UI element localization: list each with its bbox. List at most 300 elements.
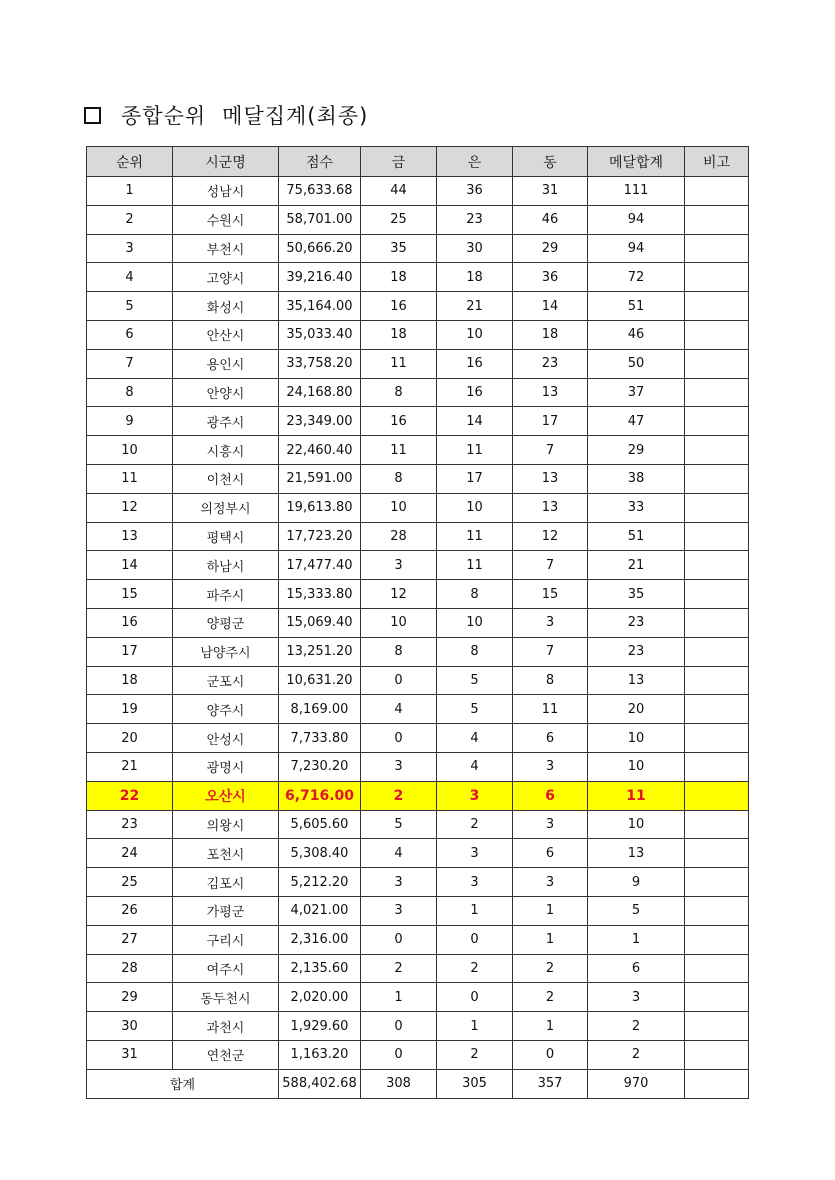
cell-score: 24,168.80 [279, 378, 361, 407]
cell-bronze: 13 [513, 378, 588, 407]
cell-score: 75,633.68 [279, 177, 361, 206]
cell-rank: 25 [87, 868, 173, 897]
cell-note [685, 896, 749, 925]
cell-bronze: 36 [513, 263, 588, 292]
cell-silver: 10 [437, 608, 513, 637]
cell-rank: 9 [87, 407, 173, 436]
cell-silver: 16 [437, 349, 513, 378]
cell-score: 6,716.00 [279, 781, 361, 810]
cell-city: 연천군 [173, 1040, 279, 1069]
cell-city: 고양시 [173, 263, 279, 292]
totals-silver: 305 [437, 1069, 513, 1098]
cell-note [685, 349, 749, 378]
cell-score: 2,316.00 [279, 925, 361, 954]
cell-bronze: 11 [513, 695, 588, 724]
cell-gold: 0 [361, 925, 437, 954]
cell-rank: 10 [87, 436, 173, 465]
table-row [87, 752, 749, 781]
cell-rank: 15 [87, 580, 173, 609]
cell-silver: 2 [437, 810, 513, 839]
cell-gold: 8 [361, 637, 437, 666]
cell-city: 파주시 [173, 580, 279, 609]
cell-bronze: 6 [513, 839, 588, 868]
title-part-ranking: 종합순위 [121, 104, 207, 128]
page-title [84, 97, 368, 133]
cell-bronze: 3 [513, 810, 588, 839]
cell-score: 7,230.20 [279, 752, 361, 781]
cell-note [685, 378, 749, 407]
cell-gold: 28 [361, 522, 437, 551]
cell-bronze: 18 [513, 320, 588, 349]
cell-city: 남양주시 [173, 637, 279, 666]
cell-gold: 4 [361, 839, 437, 868]
cell-note [685, 810, 749, 839]
cell-medal-total: 2 [588, 1012, 685, 1041]
cell-rank: 7 [87, 349, 173, 378]
cell-bronze: 3 [513, 868, 588, 897]
cell-note [685, 320, 749, 349]
cell-medal-total: 38 [588, 464, 685, 493]
cell-rank: 30 [87, 1012, 173, 1041]
header-gold: 금 [361, 147, 437, 177]
cell-rank: 17 [87, 637, 173, 666]
cell-bronze: 2 [513, 954, 588, 983]
table-row [87, 1040, 749, 1069]
cell-silver: 11 [437, 436, 513, 465]
cell-silver: 2 [437, 1040, 513, 1069]
cell-score: 1,929.60 [279, 1012, 361, 1041]
cell-city: 군포시 [173, 666, 279, 695]
cell-city: 이천시 [173, 464, 279, 493]
cell-note [685, 493, 749, 522]
cell-medal-total: 3 [588, 983, 685, 1012]
cell-note [685, 522, 749, 551]
cell-score: 23,349.00 [279, 407, 361, 436]
cell-score: 35,164.00 [279, 292, 361, 321]
cell-gold: 8 [361, 378, 437, 407]
cell-gold: 10 [361, 608, 437, 637]
cell-rank: 20 [87, 724, 173, 753]
table-row [87, 464, 749, 493]
cell-score: 21,591.00 [279, 464, 361, 493]
cell-gold: 3 [361, 868, 437, 897]
cell-rank: 6 [87, 320, 173, 349]
cell-silver: 14 [437, 407, 513, 436]
table-row [87, 205, 749, 234]
cell-silver: 11 [437, 551, 513, 580]
cell-medal-total: 94 [588, 205, 685, 234]
totals-bronze: 357 [513, 1069, 588, 1098]
cell-medal-total: 9 [588, 868, 685, 897]
table-row [87, 781, 749, 810]
totals-note [685, 1069, 749, 1098]
cell-silver: 3 [437, 839, 513, 868]
checkbox-square-icon [84, 107, 101, 124]
cell-score: 17,723.20 [279, 522, 361, 551]
cell-city: 김포시 [173, 868, 279, 897]
cell-rank: 22 [87, 781, 173, 810]
cell-note [685, 781, 749, 810]
cell-score: 15,333.80 [279, 580, 361, 609]
cell-silver: 18 [437, 263, 513, 292]
cell-rank: 28 [87, 954, 173, 983]
cell-city: 여주시 [173, 954, 279, 983]
cell-note [685, 752, 749, 781]
cell-medal-total: 11 [588, 781, 685, 810]
cell-silver: 11 [437, 522, 513, 551]
cell-rank: 8 [87, 378, 173, 407]
cell-score: 4,021.00 [279, 896, 361, 925]
cell-city: 광명시 [173, 752, 279, 781]
table-row [87, 522, 749, 551]
cell-city: 과천시 [173, 1012, 279, 1041]
cell-note [685, 234, 749, 263]
cell-note [685, 724, 749, 753]
cell-medal-total: 35 [588, 580, 685, 609]
header-note: 비고 [685, 147, 749, 177]
cell-bronze: 17 [513, 407, 588, 436]
table-row [87, 177, 749, 206]
cell-bronze: 13 [513, 493, 588, 522]
cell-medal-total: 33 [588, 493, 685, 522]
cell-medal-total: 10 [588, 724, 685, 753]
cell-bronze: 7 [513, 551, 588, 580]
cell-bronze: 7 [513, 637, 588, 666]
cell-silver: 1 [437, 1012, 513, 1041]
cell-silver: 10 [437, 320, 513, 349]
cell-bronze: 1 [513, 1012, 588, 1041]
header-city: 시군명 [173, 147, 279, 177]
cell-bronze: 0 [513, 1040, 588, 1069]
table-row [87, 868, 749, 897]
cell-medal-total: 51 [588, 292, 685, 321]
totals-label: 합계 [87, 1069, 279, 1098]
cell-note [685, 608, 749, 637]
table-row [87, 608, 749, 637]
cell-city: 수원시 [173, 205, 279, 234]
cell-rank: 29 [87, 983, 173, 1012]
cell-gold: 18 [361, 320, 437, 349]
cell-bronze: 6 [513, 724, 588, 753]
cell-medal-total: 51 [588, 522, 685, 551]
cell-score: 15,069.40 [279, 608, 361, 637]
table-row [87, 378, 749, 407]
cell-medal-total: 47 [588, 407, 685, 436]
cell-note [685, 666, 749, 695]
cell-note [685, 407, 749, 436]
cell-city: 시흥시 [173, 436, 279, 465]
cell-silver: 8 [437, 637, 513, 666]
cell-gold: 1 [361, 983, 437, 1012]
cell-silver: 4 [437, 752, 513, 781]
cell-score: 2,135.60 [279, 954, 361, 983]
cell-rank: 2 [87, 205, 173, 234]
cell-rank: 5 [87, 292, 173, 321]
cell-score: 35,033.40 [279, 320, 361, 349]
table-row [87, 637, 749, 666]
cell-score: 33,758.20 [279, 349, 361, 378]
table-header-row [87, 147, 749, 177]
cell-score: 19,613.80 [279, 493, 361, 522]
table-row [87, 724, 749, 753]
cell-bronze: 1 [513, 925, 588, 954]
cell-silver: 17 [437, 464, 513, 493]
cell-medal-total: 37 [588, 378, 685, 407]
header-bronze: 동 [513, 147, 588, 177]
table-row [87, 349, 749, 378]
cell-rank: 14 [87, 551, 173, 580]
table-row [87, 320, 749, 349]
cell-bronze: 8 [513, 666, 588, 695]
cell-score: 8,169.00 [279, 695, 361, 724]
cell-medal-total: 13 [588, 839, 685, 868]
cell-medal-total: 94 [588, 234, 685, 263]
cell-gold: 25 [361, 205, 437, 234]
cell-city: 부천시 [173, 234, 279, 263]
cell-medal-total: 10 [588, 752, 685, 781]
cell-silver: 0 [437, 983, 513, 1012]
cell-score: 39,216.40 [279, 263, 361, 292]
cell-note [685, 1012, 749, 1041]
cell-note [685, 205, 749, 234]
cell-rank: 21 [87, 752, 173, 781]
cell-score: 58,701.00 [279, 205, 361, 234]
table-row [87, 407, 749, 436]
table-row [87, 810, 749, 839]
cell-score: 17,477.40 [279, 551, 361, 580]
cell-gold: 18 [361, 263, 437, 292]
cell-medal-total: 2 [588, 1040, 685, 1069]
table-body [87, 177, 749, 1070]
cell-city: 동두천시 [173, 983, 279, 1012]
table-row [87, 896, 749, 925]
cell-silver: 3 [437, 781, 513, 810]
cell-rank: 31 [87, 1040, 173, 1069]
cell-rank: 18 [87, 666, 173, 695]
cell-silver: 5 [437, 666, 513, 695]
cell-note [685, 954, 749, 983]
cell-city: 양주시 [173, 695, 279, 724]
cell-city: 평택시 [173, 522, 279, 551]
cell-silver: 0 [437, 925, 513, 954]
cell-gold: 0 [361, 724, 437, 753]
cell-gold: 0 [361, 1040, 437, 1069]
cell-note [685, 868, 749, 897]
cell-medal-total: 23 [588, 608, 685, 637]
header-rank: 순위 [87, 147, 173, 177]
cell-gold: 16 [361, 407, 437, 436]
cell-bronze: 15 [513, 580, 588, 609]
cell-rank: 1 [87, 177, 173, 206]
cell-bronze: 29 [513, 234, 588, 263]
cell-city: 양평군 [173, 608, 279, 637]
table-row [87, 925, 749, 954]
cell-note [685, 637, 749, 666]
cell-rank: 12 [87, 493, 173, 522]
cell-city: 용인시 [173, 349, 279, 378]
table-row [87, 436, 749, 465]
cell-gold: 5 [361, 810, 437, 839]
header-silver: 은 [437, 147, 513, 177]
cell-rank: 24 [87, 839, 173, 868]
cell-gold: 0 [361, 666, 437, 695]
cell-gold: 11 [361, 436, 437, 465]
cell-bronze: 3 [513, 608, 588, 637]
cell-bronze: 14 [513, 292, 588, 321]
cell-gold: 3 [361, 896, 437, 925]
cell-silver: 23 [437, 205, 513, 234]
cell-score: 22,460.40 [279, 436, 361, 465]
cell-silver: 5 [437, 695, 513, 724]
table-row [87, 839, 749, 868]
cell-medal-total: 20 [588, 695, 685, 724]
table-row [87, 695, 749, 724]
cell-score: 13,251.20 [279, 637, 361, 666]
cell-gold: 11 [361, 349, 437, 378]
cell-rank: 26 [87, 896, 173, 925]
header-medal-total: 메달합계 [588, 147, 685, 177]
cell-medal-total: 21 [588, 551, 685, 580]
cell-bronze: 46 [513, 205, 588, 234]
cell-city: 포천시 [173, 839, 279, 868]
cell-silver: 21 [437, 292, 513, 321]
cell-medal-total: 6 [588, 954, 685, 983]
cell-rank: 11 [87, 464, 173, 493]
table-row [87, 954, 749, 983]
cell-gold: 10 [361, 493, 437, 522]
cell-city: 광주시 [173, 407, 279, 436]
cell-note [685, 839, 749, 868]
cell-note [685, 292, 749, 321]
cell-medal-total: 5 [588, 896, 685, 925]
cell-rank: 16 [87, 608, 173, 637]
cell-bronze: 31 [513, 177, 588, 206]
cell-bronze: 3 [513, 752, 588, 781]
cell-note [685, 580, 749, 609]
cell-city: 가평군 [173, 896, 279, 925]
cell-silver: 3 [437, 868, 513, 897]
cell-silver: 16 [437, 378, 513, 407]
cell-note [685, 551, 749, 580]
table-row [87, 580, 749, 609]
totals-gold: 308 [361, 1069, 437, 1098]
cell-gold: 35 [361, 234, 437, 263]
cell-note [685, 436, 749, 465]
cell-bronze: 23 [513, 349, 588, 378]
cell-medal-total: 1 [588, 925, 685, 954]
medal-table [86, 146, 749, 1099]
cell-rank: 23 [87, 810, 173, 839]
cell-silver: 36 [437, 177, 513, 206]
cell-medal-total: 13 [588, 666, 685, 695]
cell-gold: 2 [361, 954, 437, 983]
cell-score: 5,605.60 [279, 810, 361, 839]
cell-rank: 27 [87, 925, 173, 954]
table-row [87, 493, 749, 522]
cell-city: 안성시 [173, 724, 279, 753]
cell-bronze: 12 [513, 522, 588, 551]
cell-gold: 8 [361, 464, 437, 493]
cell-gold: 4 [361, 695, 437, 724]
cell-gold: 44 [361, 177, 437, 206]
cell-note [685, 263, 749, 292]
cell-score: 5,308.40 [279, 839, 361, 868]
cell-rank: 19 [87, 695, 173, 724]
cell-medal-total: 46 [588, 320, 685, 349]
cell-medal-total: 29 [588, 436, 685, 465]
cell-bronze: 13 [513, 464, 588, 493]
cell-rank: 3 [87, 234, 173, 263]
cell-gold: 16 [361, 292, 437, 321]
cell-note [685, 925, 749, 954]
cell-note [685, 1040, 749, 1069]
cell-city: 오산시 [173, 781, 279, 810]
cell-score: 10,631.20 [279, 666, 361, 695]
header-score: 점수 [279, 147, 361, 177]
cell-bronze: 2 [513, 983, 588, 1012]
cell-silver: 1 [437, 896, 513, 925]
cell-city: 안양시 [173, 378, 279, 407]
cell-bronze: 6 [513, 781, 588, 810]
cell-city: 의왕시 [173, 810, 279, 839]
table-row [87, 292, 749, 321]
cell-city: 안산시 [173, 320, 279, 349]
cell-silver: 2 [437, 954, 513, 983]
cell-medal-total: 10 [588, 810, 685, 839]
table-row [87, 263, 749, 292]
cell-bronze: 7 [513, 436, 588, 465]
cell-score: 7,733.80 [279, 724, 361, 753]
cell-gold: 12 [361, 580, 437, 609]
cell-silver: 8 [437, 580, 513, 609]
cell-score: 50,666.20 [279, 234, 361, 263]
title-part-medal-count: 메달집계(최종) [222, 104, 369, 128]
cell-score: 5,212.20 [279, 868, 361, 897]
cell-city: 하남시 [173, 551, 279, 580]
cell-gold: 3 [361, 752, 437, 781]
cell-medal-total: 72 [588, 263, 685, 292]
cell-note [685, 177, 749, 206]
cell-silver: 4 [437, 724, 513, 753]
table-row [87, 666, 749, 695]
cell-silver: 30 [437, 234, 513, 263]
cell-city: 구리시 [173, 925, 279, 954]
cell-rank: 4 [87, 263, 173, 292]
totals-score: 588,402.68 [279, 1069, 361, 1098]
cell-city: 화성시 [173, 292, 279, 321]
cell-note [685, 464, 749, 493]
cell-score: 1,163.20 [279, 1040, 361, 1069]
cell-gold: 3 [361, 551, 437, 580]
cell-gold: 0 [361, 1012, 437, 1041]
cell-note [685, 983, 749, 1012]
cell-score: 2,020.00 [279, 983, 361, 1012]
cell-medal-total: 111 [588, 177, 685, 206]
cell-bronze: 1 [513, 896, 588, 925]
table-row [87, 983, 749, 1012]
cell-rank: 13 [87, 522, 173, 551]
cell-medal-total: 23 [588, 637, 685, 666]
table-row [87, 234, 749, 263]
cell-medal-total: 50 [588, 349, 685, 378]
totals-row [87, 1069, 749, 1098]
table-row [87, 551, 749, 580]
cell-note [685, 695, 749, 724]
cell-gold: 2 [361, 781, 437, 810]
cell-city: 의정부시 [173, 493, 279, 522]
cell-city: 성남시 [173, 177, 279, 206]
table-row [87, 1012, 749, 1041]
